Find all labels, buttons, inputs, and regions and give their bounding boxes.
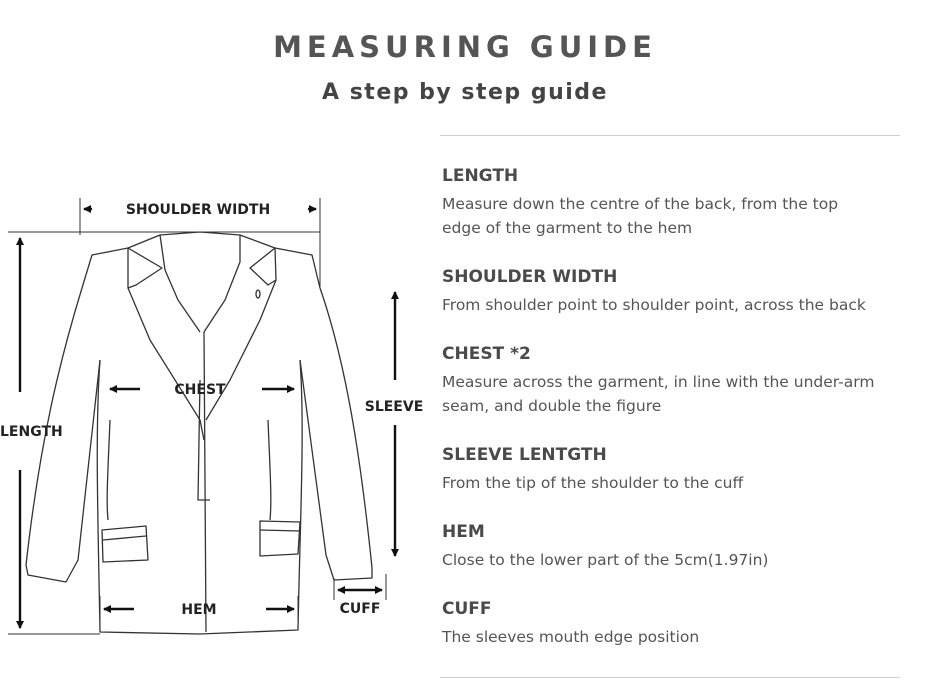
section-text-line: Close to the lower part of the 5cm(1.97in) <box>442 551 769 569</box>
guide-section-length <box>442 166 912 240</box>
shoulder-width-label: SHOULDER WIDTH <box>125 202 271 218</box>
section-text-line: edge of the garment to the hem <box>442 219 693 237</box>
guide-section-chest <box>442 344 912 418</box>
section-heading: LENGTH <box>442 166 519 186</box>
guide-section-hem <box>442 522 912 572</box>
length-label: LENGTH <box>0 424 63 440</box>
chest-label: CHEST <box>174 382 226 398</box>
section-text-line: seam, and double the figure <box>442 397 662 415</box>
section-heading: HEM <box>442 522 485 542</box>
guide-section-shoulder-width <box>442 267 912 317</box>
section-heading: SLEEVE LENTGTH <box>442 445 607 465</box>
divider-top <box>440 135 900 136</box>
section-heading: CUFF <box>442 599 492 619</box>
divider-bottom <box>440 677 900 678</box>
section-text-line: Measure across the garment, in line with the under-arm <box>442 373 875 391</box>
jacket-diagram <box>0 150 440 650</box>
section-text-line: From shoulder point to shoulder point, across the back <box>442 296 866 314</box>
hem-label: HEM <box>181 602 217 618</box>
cuff-label: CUFF <box>339 601 381 617</box>
section-heading: SHOULDER WIDTH <box>442 267 618 287</box>
jacket-drawing <box>0 150 440 650</box>
section-text-line: Measure down the centre of the back, from the top <box>442 195 839 213</box>
sleeve-label: SLEEVE <box>364 399 424 415</box>
section-text-line: The sleeves mouth edge position <box>442 628 700 646</box>
section-text-line: From the tip of the shoulder to the cuff <box>442 474 744 492</box>
section-heading: CHEST *2 <box>442 344 531 364</box>
jacket-outline <box>26 232 372 634</box>
guide-section-cuff <box>442 599 912 649</box>
guide-section-sleeve-length <box>442 445 912 495</box>
page-subtitle: A step by step guide <box>322 80 608 105</box>
page-title: MEASURING GUIDE <box>273 30 657 64</box>
